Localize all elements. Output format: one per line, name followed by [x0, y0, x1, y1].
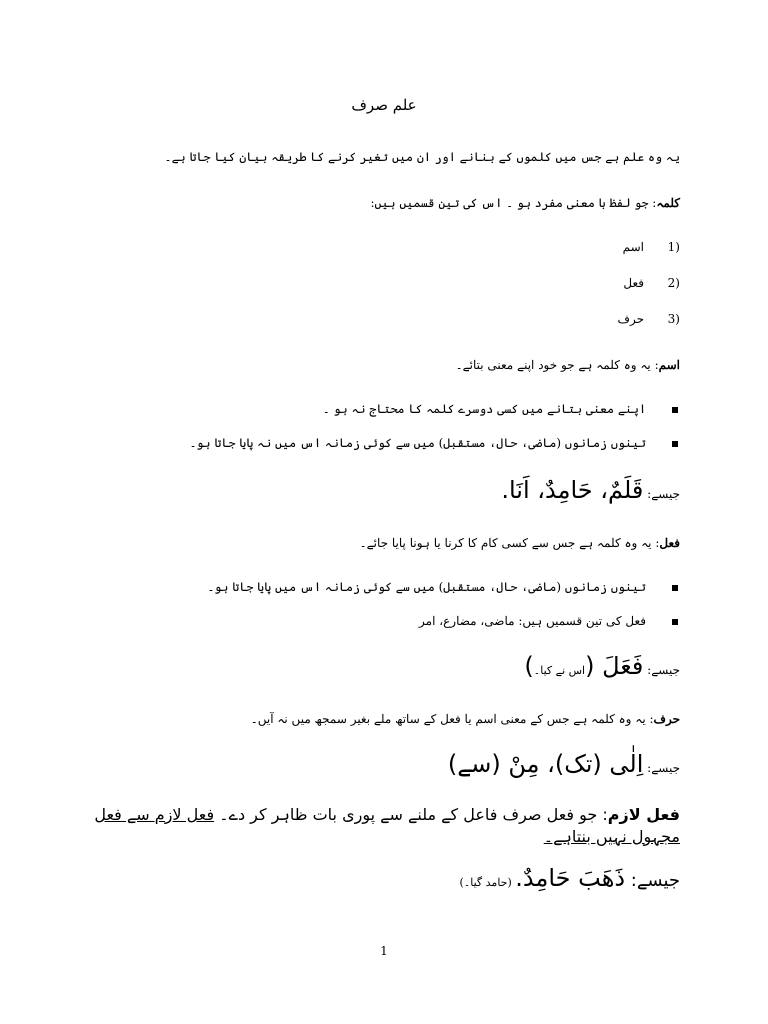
bullet-square-icon — [672, 619, 678, 625]
bullet-square-icon — [672, 585, 678, 591]
list-number: 1) — [667, 240, 680, 254]
fil-label: فعل — [659, 536, 680, 550]
bullet-text: تینوں زمانوں (ماضی، حال، مستقبل) میں سے کوئی زمانہ اس میں نہ پایا جاتا ہو۔ — [189, 436, 646, 450]
list-item-label: حرف — [617, 312, 644, 326]
ism-label: اسم — [658, 358, 680, 372]
list-number: 3) — [667, 312, 680, 326]
bullet-text: تینوں زمانوں (ماضی، حال، مستقبل) میں سے کوئی زمانہ اس میں پایا جاتا ہو۔ — [207, 580, 646, 594]
lazim-text: : جو فعل صرف فاعل کے ملنے سے پوری بات ظاہر کر دے۔ — [214, 805, 608, 824]
lazim-underlined-note: فعل لازم سے فعل مجہول نہیں بنتاہے۔ — [94, 805, 680, 846]
example-paren-open: ( — [585, 652, 603, 680]
example-note: (حامد گیا۔) — [459, 876, 516, 889]
example-arabic: فَعَلَ — [602, 652, 644, 680]
lazim-example — [460, 864, 680, 892]
intro-paragraph: یہ وہ علم ہے جس میں کلموں کے بنانے اور ان میں تغیر کرنے کا طریقہ بیان کیا جاتا ہے۔ — [164, 150, 680, 164]
list-item-label: اسم — [622, 240, 644, 254]
kalima-type-3 — [618, 312, 680, 326]
example-label: جیسے: — [625, 870, 680, 891]
lazim-definition — [80, 804, 680, 848]
ism-definition — [456, 358, 680, 372]
harf-text: : یہ وہ کلمہ ہے جس کے معنی اسم یا فعل کے ساتھ ملے بغیر سمجھ میں نہ آیں۔ — [250, 712, 654, 726]
page-title: علم صرف — [351, 96, 417, 114]
ism-example — [501, 476, 680, 504]
example-paren-close: ) — [524, 652, 534, 680]
bullet-text: اپنے معنی بتانے میں کسی دوسرے کلمہ کا محتاج نہ ہو ۔ — [322, 402, 646, 416]
fil-definition — [360, 536, 680, 550]
list-item-label: فعل — [623, 276, 644, 290]
harf-label: حرف — [653, 712, 680, 726]
bullet-square-icon — [672, 407, 678, 413]
example-arabic: قَلَمٌ، حَامِدٌ، اَنَا. — [501, 476, 644, 504]
kalima-text: : جو لفظ با معنی مفرد ہو ۔ اس کی تین قسمیں ہیں: — [370, 196, 657, 210]
example-label: جیسے: — [643, 663, 680, 677]
fil-bullet-2 — [419, 614, 678, 628]
bullet-square-icon — [672, 441, 678, 447]
example-arabic: ذَهَبَ حَامِدٌ. — [515, 864, 626, 892]
fil-bullet-1 — [207, 580, 678, 594]
example-label: جیسے: — [643, 761, 680, 775]
example-label: جیسے: — [643, 487, 680, 501]
example-arabic: اِلٰی (تک)، مِنْ (سے) — [447, 750, 644, 778]
fil-text: : یہ وہ کلمہ ہے جس سے کسی کام کا کرنا یا ہونا پایا جائے۔ — [359, 536, 660, 550]
ism-text: : یہ وہ کلمہ ہے جو خود اپنے معنی بتائے۔ — [455, 358, 659, 372]
ism-bullet-2 — [189, 436, 678, 450]
kalima-type-2 — [623, 276, 680, 290]
lazim-label: فعل لازم — [607, 805, 680, 824]
page-number: 1 — [380, 944, 388, 958]
ism-bullet-1 — [323, 402, 678, 416]
bullet-text: فعل کی تین قسمیں ہیں: ماضی، مضارع، امر — [419, 614, 646, 628]
fil-example — [524, 652, 680, 680]
harf-example — [448, 750, 680, 778]
kalima-definition — [370, 196, 680, 210]
example-note: اس نے کیا۔ — [533, 664, 586, 677]
harf-definition — [251, 712, 680, 726]
list-number: 2) — [667, 276, 680, 290]
kalima-type-1 — [623, 240, 680, 254]
kalima-label: کلمہ — [656, 196, 680, 210]
